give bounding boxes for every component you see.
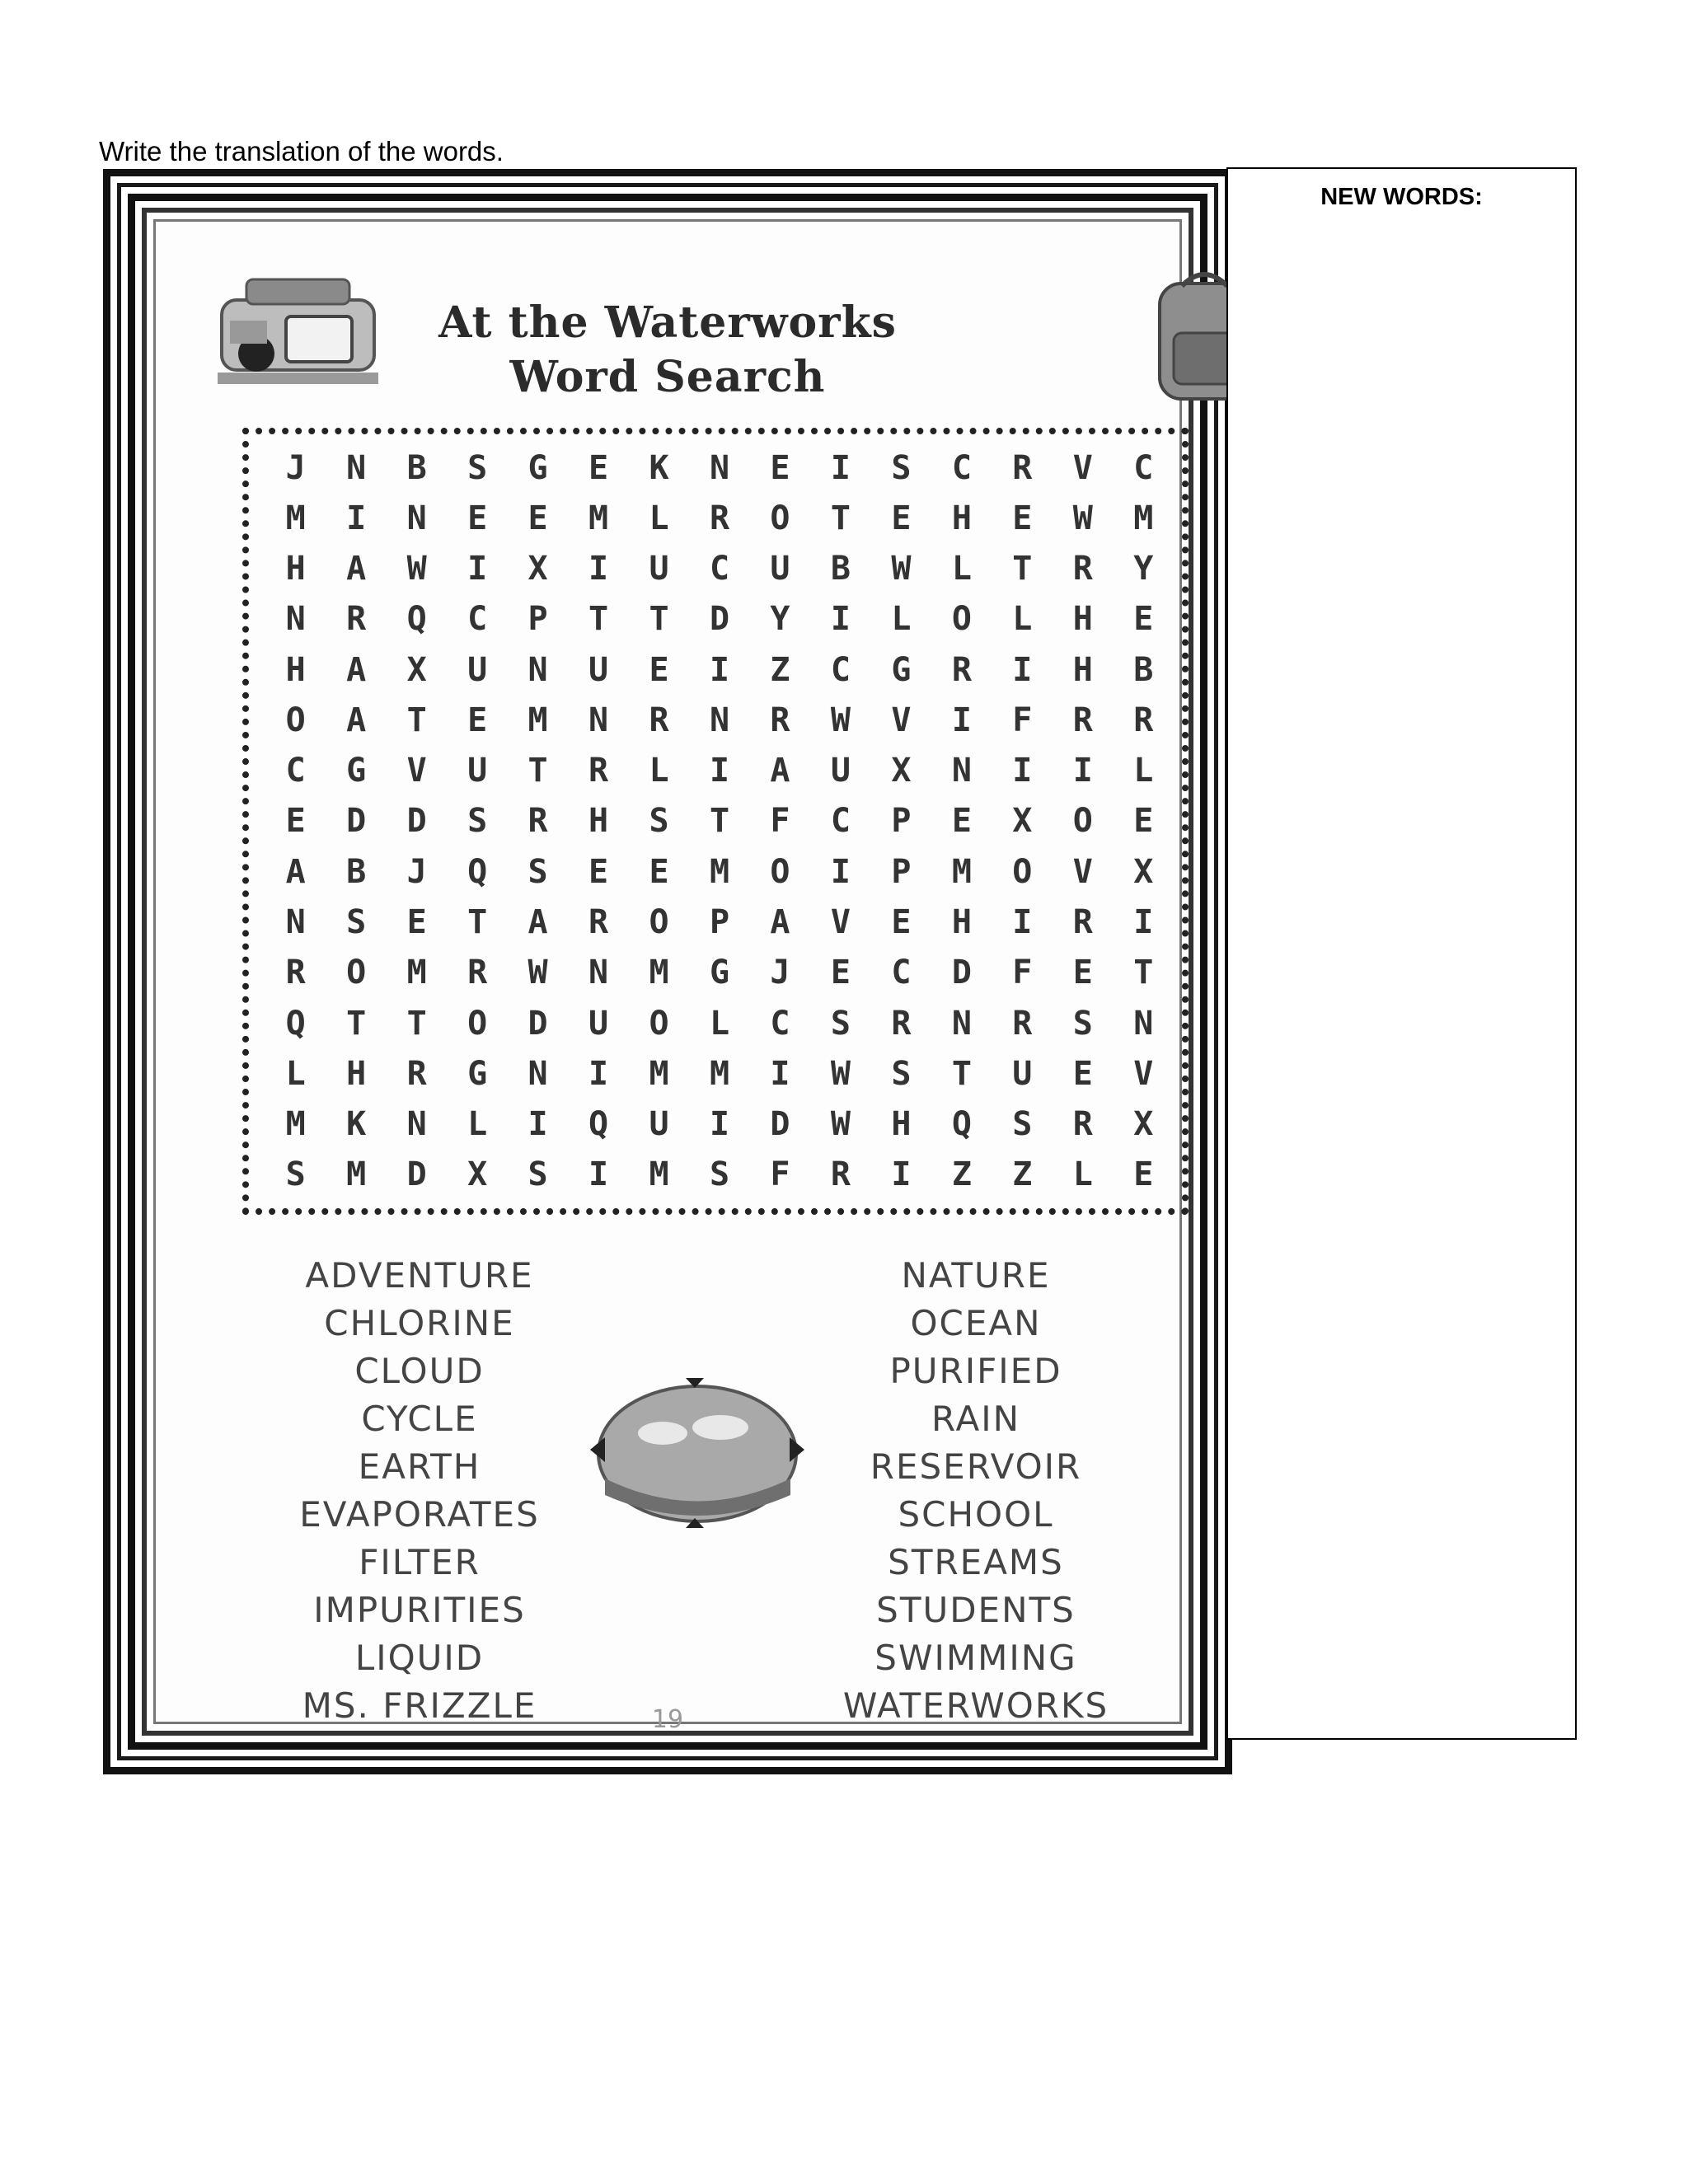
grid-letter: D xyxy=(709,600,730,639)
grid-letter: A xyxy=(285,852,306,891)
grid-letter: U xyxy=(588,1004,609,1043)
grid-letter: E xyxy=(1072,954,1093,992)
grid-letter: R xyxy=(285,954,306,992)
grid-letter: V xyxy=(1072,448,1093,487)
grid-letter: E xyxy=(1133,600,1154,639)
grid-letter: S xyxy=(649,802,669,841)
grid-letter: E xyxy=(649,852,669,891)
grid-letter: P xyxy=(891,852,912,891)
grid-letter: T xyxy=(467,903,488,942)
grid-letter: R xyxy=(467,954,488,992)
grid-letter: B xyxy=(830,550,851,588)
grid-letter: I xyxy=(346,499,367,537)
grid-letter: I xyxy=(830,852,851,891)
grid-letter: I xyxy=(588,1155,609,1194)
grid-letter: I xyxy=(770,1054,790,1093)
grid-letter: Q xyxy=(588,1105,609,1144)
grid-letter: F xyxy=(1012,701,1033,739)
grid-letter: Q xyxy=(467,852,488,891)
grid-letter: W xyxy=(528,954,548,992)
grid-letter: Z xyxy=(770,650,790,689)
new-words-box xyxy=(1226,167,1577,1740)
grid-letter: K xyxy=(346,1105,367,1144)
word-search-worksheet xyxy=(103,169,1232,1774)
grid-letter: I xyxy=(1012,903,1033,942)
grid-letter: M xyxy=(406,954,427,992)
grid-letter: X xyxy=(1133,852,1154,891)
word-list-item: ADVENTURE xyxy=(305,1255,534,1296)
word-list-item: CLOUD xyxy=(354,1351,485,1391)
grid-letter: R xyxy=(1133,701,1154,739)
grid-letter: T xyxy=(588,600,609,639)
grid-letter: M xyxy=(709,1054,730,1093)
grid-letter: E xyxy=(588,448,609,487)
grid-letter: R xyxy=(1072,701,1093,739)
word-list-item: LIQUID xyxy=(354,1638,485,1678)
grid-letter: V xyxy=(1133,1054,1154,1093)
grid-letter: C xyxy=(830,650,851,689)
grid-letter: A xyxy=(346,701,367,739)
word-list-item: EVAPORATES xyxy=(299,1494,540,1535)
grid-letter: I xyxy=(1072,752,1093,790)
grid-letter: H xyxy=(951,903,972,942)
grid-letter: L xyxy=(891,600,912,639)
grid-letter: A xyxy=(528,903,548,942)
grid-letter: M xyxy=(709,852,730,891)
grid-letter: S xyxy=(467,802,488,841)
grid-letter: V xyxy=(891,701,912,739)
grid-letter: N xyxy=(528,650,548,689)
grid-letter: T xyxy=(649,600,669,639)
grid-letter: I xyxy=(830,600,851,639)
grid-letter: J xyxy=(770,954,790,992)
grid-letter: G xyxy=(709,954,730,992)
grid-letter: D xyxy=(770,1105,790,1144)
grid-letter: E xyxy=(830,954,851,992)
grid-letter: H xyxy=(285,650,306,689)
grid-letter: Q xyxy=(285,1004,306,1043)
grid-letter: M xyxy=(285,1105,306,1144)
grid-letter: E xyxy=(770,448,790,487)
word-list-item: RAIN xyxy=(931,1399,1021,1439)
grid-letter: H xyxy=(588,802,609,841)
grid-letter: E xyxy=(528,499,548,537)
grid-letter: P xyxy=(709,903,730,942)
grid-letter: I xyxy=(830,448,851,487)
grid-letter: J xyxy=(285,448,306,487)
grid-letter: O xyxy=(346,954,367,992)
grid-letter: E xyxy=(1133,802,1154,841)
grid-letter: O xyxy=(1072,802,1093,841)
grid-letter: K xyxy=(649,448,669,487)
grid-letter: U xyxy=(467,752,488,790)
grid-letter: L xyxy=(1072,1155,1093,1194)
grid-letter: R xyxy=(1072,1105,1093,1144)
grid-letter: L xyxy=(709,1004,730,1043)
grid-letter: X xyxy=(467,1155,488,1194)
grid-letter: E xyxy=(285,802,306,841)
grid-letter: W xyxy=(406,550,427,588)
grid-letter: W xyxy=(830,1054,851,1093)
grid-letter: E xyxy=(891,499,912,537)
grid-letter: O xyxy=(467,1004,488,1043)
grid-letter: S xyxy=(891,448,912,487)
grid-letter: N xyxy=(709,448,730,487)
grid-letter: I xyxy=(1012,650,1033,689)
grid-letter: W xyxy=(830,1105,851,1144)
grid-letter: H xyxy=(1072,650,1093,689)
grid-letter: S xyxy=(709,1155,730,1194)
grid-letter: D xyxy=(406,802,427,841)
grid-letter: I xyxy=(528,1105,548,1144)
grid-letter: Z xyxy=(951,1155,972,1194)
grid-letter: O xyxy=(951,600,972,639)
grid-letter: S xyxy=(467,448,488,487)
grid-letter: C xyxy=(891,954,912,992)
grid-letter: H xyxy=(285,550,306,588)
grid-letter: O xyxy=(770,499,790,537)
grid-letter: H xyxy=(346,1054,367,1093)
grid-letter: O xyxy=(770,852,790,891)
word-list-item: STREAMS xyxy=(888,1542,1064,1582)
grid-letter: H xyxy=(951,499,972,537)
grid-letter: W xyxy=(1072,499,1093,537)
grid-letter: B xyxy=(346,852,367,891)
grid-letter: I xyxy=(1012,752,1033,790)
grid-letter: N xyxy=(1133,1004,1154,1043)
grid-letter: X xyxy=(528,550,548,588)
word-list-right xyxy=(799,1252,1153,1730)
grid-letter: E xyxy=(1133,1155,1154,1194)
word-list-left xyxy=(255,1252,584,1730)
grid-letter: I xyxy=(1133,903,1154,942)
word-list-item: SWIMMING xyxy=(874,1638,1077,1678)
letter-grid xyxy=(265,443,1174,1200)
grid-letter: S xyxy=(1012,1105,1033,1144)
grid-letter: H xyxy=(1072,600,1093,639)
word-list-item: SCHOOL xyxy=(898,1494,1054,1535)
worksheet-title xyxy=(156,296,1179,405)
grid-letter: R xyxy=(891,1004,912,1043)
grid-letter: V xyxy=(406,752,427,790)
grid-letter: B xyxy=(1133,650,1154,689)
page-number: 19 xyxy=(651,1705,684,1734)
grid-letter: W xyxy=(830,701,851,739)
grid-letter: Q xyxy=(406,600,427,639)
grid-letter: A xyxy=(346,550,367,588)
grid-letter: I xyxy=(891,1155,912,1194)
grid-letter: L xyxy=(285,1054,306,1093)
grid-letter: U xyxy=(649,1105,669,1144)
grid-letter: C xyxy=(951,448,972,487)
grid-letter: M xyxy=(649,1054,669,1093)
grid-letter: L xyxy=(649,752,669,790)
grid-letter: T xyxy=(406,701,427,739)
grid-letter: W xyxy=(891,550,912,588)
grid-letter: S xyxy=(285,1155,306,1194)
grid-letter: E xyxy=(467,499,488,537)
grid-letter: N xyxy=(285,600,306,639)
grid-letter: R xyxy=(1072,550,1093,588)
grid-letter: R xyxy=(588,752,609,790)
grid-letter: P xyxy=(891,802,912,841)
grid-letter: F xyxy=(770,1155,790,1194)
grid-letter: B xyxy=(406,448,427,487)
word-list-item: CHLORINE xyxy=(324,1303,515,1343)
grid-letter: R xyxy=(588,903,609,942)
grid-letter: E xyxy=(1012,499,1033,537)
grid-letter: U xyxy=(467,650,488,689)
grid-letter: E xyxy=(467,701,488,739)
grid-letter: S xyxy=(346,903,367,942)
grid-letter: T xyxy=(830,499,851,537)
grid-letter: I xyxy=(588,550,609,588)
grid-letter: E xyxy=(1072,1054,1093,1093)
grid-letter: M xyxy=(951,852,972,891)
grid-letter: N xyxy=(951,752,972,790)
grid-letter: H xyxy=(891,1105,912,1144)
grid-letter: S xyxy=(830,1004,851,1043)
grid-letter: D xyxy=(406,1155,427,1194)
grid-letter: L xyxy=(1133,752,1154,790)
word-list-item: OCEAN xyxy=(910,1303,1042,1343)
grid-letter: N xyxy=(285,903,306,942)
instruction-text: Write the translation of the words. xyxy=(99,136,504,166)
grid-letter: E xyxy=(891,903,912,942)
grid-letter: T xyxy=(1012,550,1033,588)
grid-letter: L xyxy=(951,550,972,588)
grid-letter: L xyxy=(467,1105,488,1144)
grid-letter: R xyxy=(346,600,367,639)
grid-letter: I xyxy=(467,550,488,588)
grid-letter: G xyxy=(528,448,548,487)
grid-letter: C xyxy=(770,1004,790,1043)
grid-letter: M xyxy=(285,499,306,537)
grid-letter: F xyxy=(1012,954,1033,992)
grid-letter: R xyxy=(1012,448,1033,487)
grid-letter: X xyxy=(406,650,427,689)
grid-letter: E xyxy=(406,903,427,942)
word-list-item: NATURE xyxy=(901,1255,1051,1296)
grid-letter: T xyxy=(528,752,548,790)
grid-letter: X xyxy=(891,752,912,790)
word-list-item: CYCLE xyxy=(361,1399,478,1439)
grid-letter: L xyxy=(1012,600,1033,639)
grid-letter: O xyxy=(649,1004,669,1043)
grid-letter: E xyxy=(588,852,609,891)
grid-letter: I xyxy=(709,650,730,689)
grid-letter: N xyxy=(528,1054,548,1093)
grid-letter: O xyxy=(1012,852,1033,891)
grid-letter: A xyxy=(346,650,367,689)
grid-letter: R xyxy=(406,1054,427,1093)
grid-letter: S xyxy=(528,852,548,891)
grid-letter: N xyxy=(951,1004,972,1043)
grid-letter: R xyxy=(528,802,548,841)
word-list-item: EARTH xyxy=(358,1446,481,1487)
grid-letter: U xyxy=(1012,1054,1033,1093)
grid-letter: I xyxy=(951,701,972,739)
word-list-item: STUDENTS xyxy=(876,1590,1076,1630)
grid-letter: I xyxy=(588,1054,609,1093)
grid-letter: Y xyxy=(1133,550,1154,588)
grid-letter: C xyxy=(830,802,851,841)
grid-letter: R xyxy=(770,701,790,739)
grid-letter: R xyxy=(1012,1004,1033,1043)
grid-letter: L xyxy=(649,499,669,537)
grid-letter: V xyxy=(1072,852,1093,891)
grid-letter: C xyxy=(285,752,306,790)
grid-letter: F xyxy=(770,802,790,841)
grid-letter: O xyxy=(285,701,306,739)
grid-letter: Z xyxy=(1012,1155,1033,1194)
word-list-item: WATERWORKS xyxy=(842,1685,1109,1726)
grid-letter: S xyxy=(528,1155,548,1194)
grid-letter: U xyxy=(770,550,790,588)
grid-letter: M xyxy=(1133,499,1154,537)
word-list-item: RESERVOIR xyxy=(870,1446,1082,1487)
title-line-1: At the Waterworks xyxy=(438,298,897,348)
grid-letter: R xyxy=(709,499,730,537)
grid-letter: D xyxy=(951,954,972,992)
grid-letter: X xyxy=(1012,802,1033,841)
grid-letter: R xyxy=(1072,903,1093,942)
grid-letter: U xyxy=(588,650,609,689)
grid-letter: P xyxy=(528,600,548,639)
grid-letter: M xyxy=(346,1155,367,1194)
worksheet-inner xyxy=(153,219,1182,1734)
title-line-2: Word Search xyxy=(509,352,826,402)
grid-letter: T xyxy=(951,1054,972,1093)
grid-letter: O xyxy=(649,903,669,942)
word-list-item: PURIFIED xyxy=(889,1351,1062,1391)
grid-letter: G xyxy=(346,752,367,790)
grid-letter: A xyxy=(770,903,790,942)
grid-letter: Q xyxy=(951,1105,972,1144)
water-cycle-illustration xyxy=(580,1371,815,1536)
grid-letter: S xyxy=(1072,1004,1093,1043)
grid-letter: T xyxy=(709,802,730,841)
grid-letter: M xyxy=(649,954,669,992)
grid-letter: Y xyxy=(770,600,790,639)
grid-letter: E xyxy=(951,802,972,841)
grid-letter: M xyxy=(528,701,548,739)
grid-letter: J xyxy=(406,852,427,891)
grid-letter: U xyxy=(649,550,669,588)
grid-letter: N xyxy=(406,499,427,537)
grid-letter: R xyxy=(649,701,669,739)
grid-letter: V xyxy=(830,903,851,942)
grid-letter: X xyxy=(1133,1105,1154,1144)
grid-letter: N xyxy=(588,701,609,739)
grid-letter: D xyxy=(346,802,367,841)
grid-letter: M xyxy=(649,1155,669,1194)
new-words-title: NEW WORDS: xyxy=(1320,184,1483,210)
grid-letter: T xyxy=(406,1004,427,1043)
grid-letter: I xyxy=(709,752,730,790)
grid-letter: T xyxy=(346,1004,367,1043)
grid-letter: E xyxy=(649,650,669,689)
grid-letter: D xyxy=(528,1004,548,1043)
grid-letter: U xyxy=(830,752,851,790)
word-list-item: IMPURITIES xyxy=(313,1590,526,1630)
letter-grid-frame xyxy=(242,428,1189,1215)
grid-letter: I xyxy=(709,1105,730,1144)
word-list-item: FILTER xyxy=(359,1542,481,1582)
grid-letter: N xyxy=(709,701,730,739)
grid-letter: C xyxy=(467,600,488,639)
grid-letter: C xyxy=(1133,448,1154,487)
grid-letter: R xyxy=(830,1155,851,1194)
grid-letter: C xyxy=(709,550,730,588)
grid-letter: N xyxy=(588,954,609,992)
grid-letter: G xyxy=(467,1054,488,1093)
grid-letter: G xyxy=(891,650,912,689)
grid-letter: T xyxy=(1133,954,1154,992)
grid-letter: M xyxy=(588,499,609,537)
grid-letter: S xyxy=(891,1054,912,1093)
grid-letter: N xyxy=(406,1105,427,1144)
grid-letter: R xyxy=(951,650,972,689)
grid-letter: N xyxy=(346,448,367,487)
word-list-item: MS. FRIZZLE xyxy=(302,1685,537,1726)
grid-letter: A xyxy=(770,752,790,790)
